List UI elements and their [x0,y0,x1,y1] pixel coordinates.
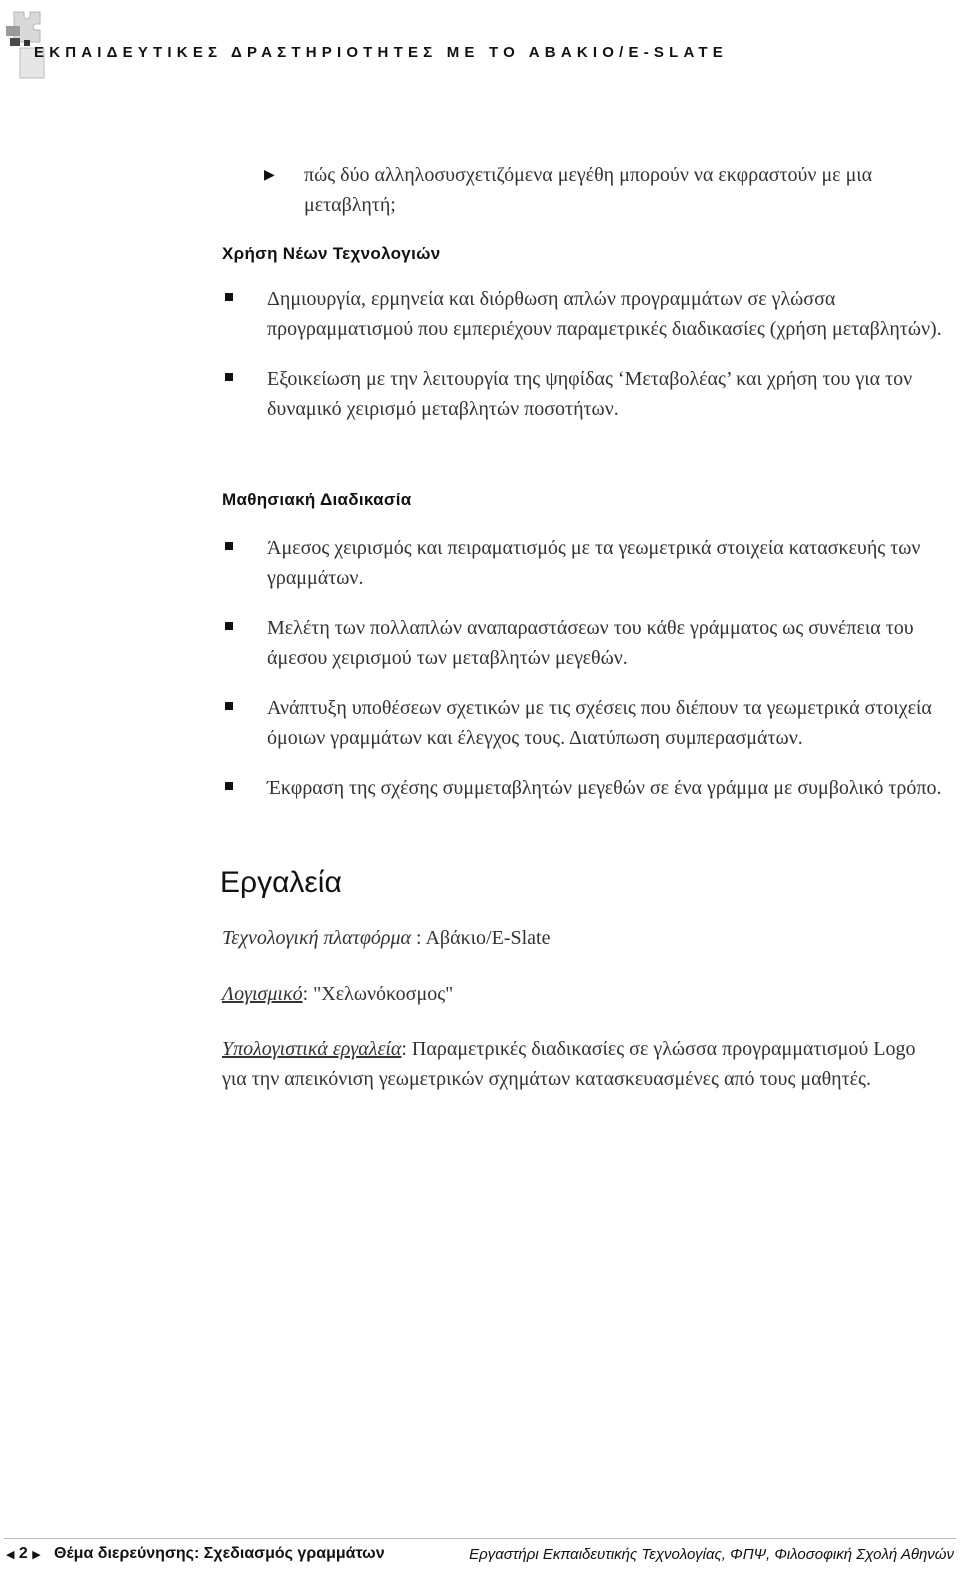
square-bullet-icon [225,293,233,301]
square-bullet-icon [225,622,233,630]
list-item: Ανάπτυξη υποθέσεων σχετικών με τις σχέσεις που διέπουν τα γεωμετρικά στοιχεία όμοιων γραμμάτων και έλεγχος τους. Διατύπωση συμπερασμάτων. [222,693,952,753]
footer-lab: Εργαστήρι Εκπαιδευτικής Τεχνολογίας, ΦΠΨ, Φιλοσοφική Σχολή Αθηνών [469,1546,954,1563]
list-item: Εξοικείωση με την λειτουργία της ψηφίδας ‘Μεταβολέας’ και χρήση του για τον δυναμικό χειρισμό μεταβλητών ποσοτήτων. [222,364,952,424]
list-item: Δημιουργία, ερμηνεία και διόρθωση απλών προγραμμάτων σε γλώσσα προγραμματισμού που εμπεριέχουν παραμετρικές διαδικασίες (χρήση μεταβλητών). [222,284,952,344]
software-label: Λογισμικό [222,983,303,1005]
list-item: Έκφραση της σχέσης συμμεταβλητών μεγεθών σε ένα γράμμα με συμβολικό τρόπο. [222,773,952,803]
section-heading-learning: Μαθησιακή Διαδικασία [222,490,412,509]
new-tech-list [222,284,952,424]
computational-tools-label: Υπολογιστικά εργαλεία [222,1038,402,1060]
learning-list [222,533,952,803]
triangle-left-icon: ◀ [6,1549,15,1561]
square-bullet-icon [225,373,233,381]
intro-question-item [264,160,948,220]
square-bullet-icon [225,542,233,550]
footer-topic: Θέμα διερεύνησης: Σχεδιασμός γραμμάτων [54,1545,385,1562]
page-number-block [6,1545,41,1563]
square-bullet-icon [225,782,233,790]
intro-question-text: πώς δύο αλληλοσυσχετιζόμενα μεγέθη μπορούν να εκφραστούν με μια μεταβλητή; [304,164,873,216]
computational-tools-line [222,1034,942,1094]
platform-value: : Αβάκιο/E-Slate [411,927,551,949]
software-value: : "Χελωνόκοσμος" [302,983,454,1005]
platform-label: Τεχνολογική πλατφόρμα [222,927,412,949]
list-item: Άμεσος χειρισμός και πειραματισμός με τα γεωμετρικά στοιχεία κατασκευής των γραμμάτων. [222,533,952,593]
page-number: 2 [18,1545,28,1562]
running-header: ΕΚΠΑΙΔΕΥΤΙΚΕΣ ΔΡΑΣΤΗΡΙΟΤΗΤΕΣ ΜΕ ΤΟ ΑΒΑΚΙΟ/E-SLATE [34,44,728,61]
computational-tools-value: : Παραμετρικές διαδικασίες σε γλώσσα προγραμματισμού Logo για την απεικόνιση γεωμετρικών σχημάτων κατασκευασμένες από τους μαθητές. [222,1038,916,1090]
tools-heading: Εργαλεία [220,866,342,899]
page-footer [0,1545,960,1569]
triangle-right-icon: ▶ [264,168,275,183]
platform-line [222,923,942,953]
section-heading-new-tech: Χρήση Νέων Τεχνολογιών [222,244,441,263]
software-line [222,979,942,1009]
footer-divider [4,1538,956,1539]
square-bullet-icon [225,702,233,710]
list-item: Μελέτη των πολλαπλών αναπαραστάσεων του κάθε γράμματος ως συνέπεια του άμεσου χειρισμού των μεταβλητών μεγεθών. [222,613,952,673]
triangle-right-icon: ▶ [32,1549,41,1561]
